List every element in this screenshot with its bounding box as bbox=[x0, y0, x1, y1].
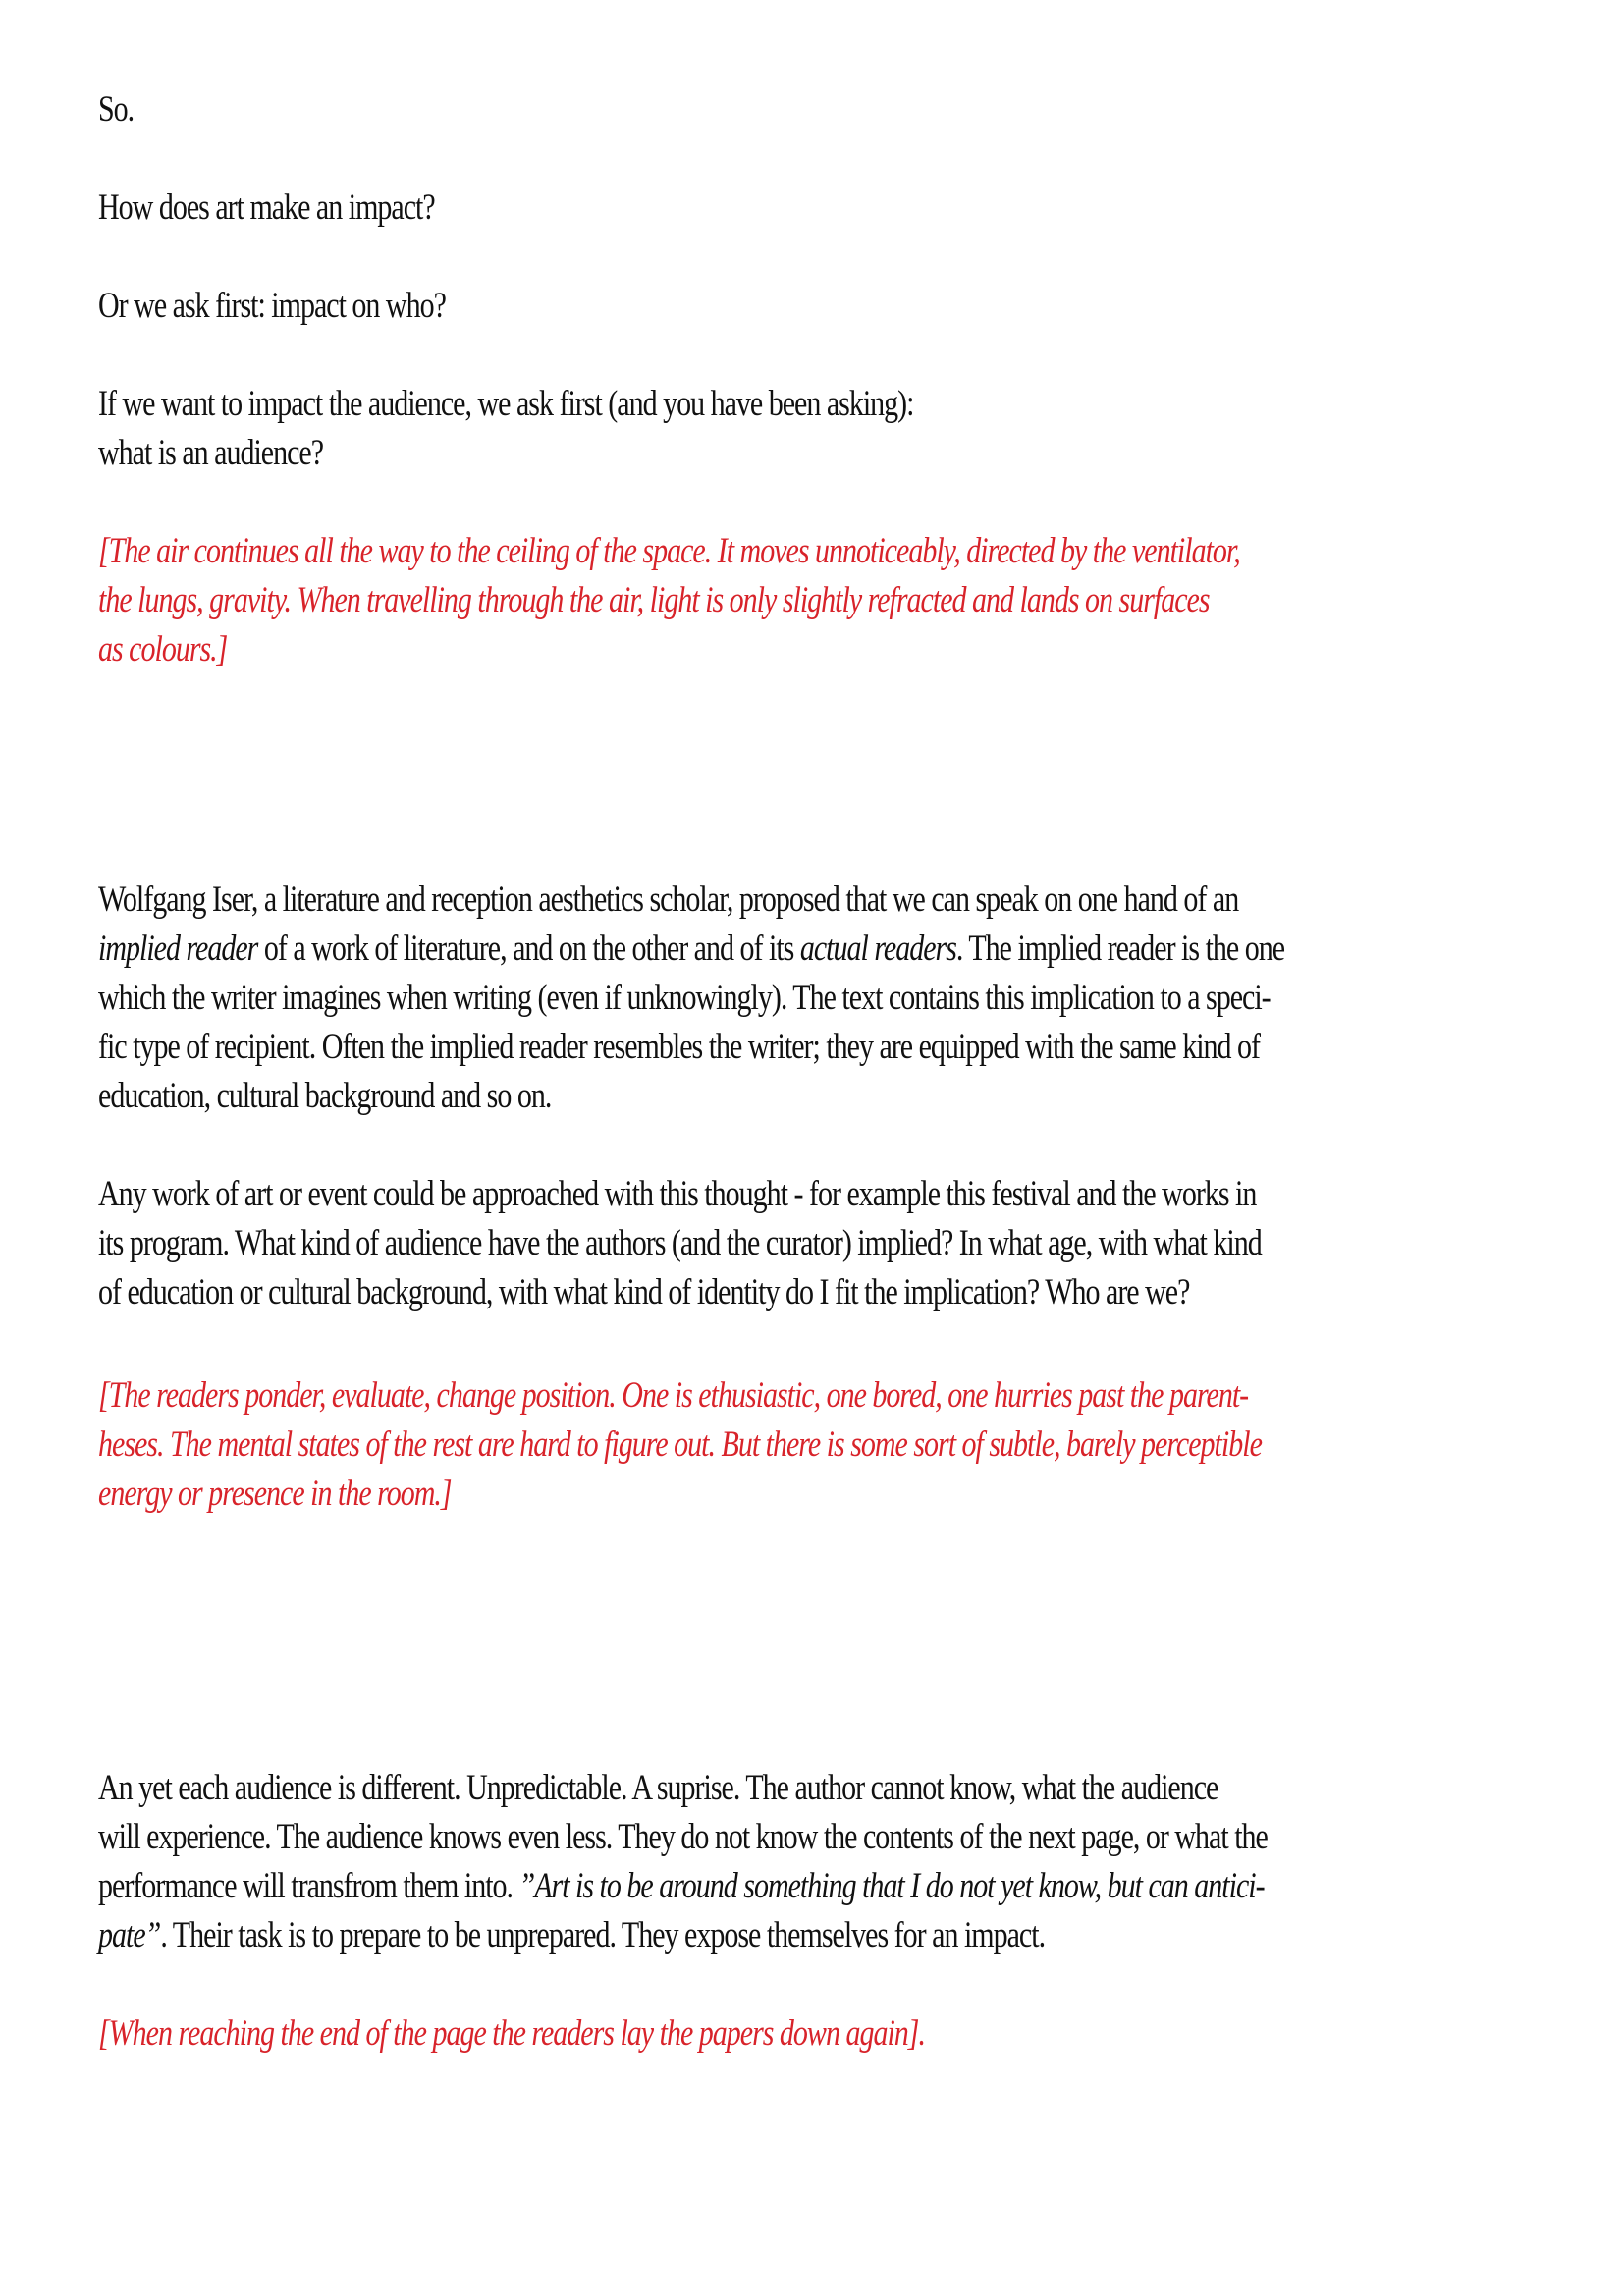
body-paragraph bbox=[98, 282, 1565, 331]
text-run: [The air continues all the way to the ceiling of the space. It moves unnoticeably, directed by the ventilator, bbox=[98, 531, 1240, 571]
text-line bbox=[98, 80, 1565, 140]
body-paragraph bbox=[98, 876, 1565, 1121]
stage-direction bbox=[98, 1371, 1565, 1519]
text-run: of a work of literature, and on the other and of its bbox=[257, 929, 800, 969]
text-run: which the writer imagines when writing (even if unknowingly). The text contains this implication to a speci- bbox=[98, 978, 1271, 1018]
stage-direction bbox=[98, 527, 1565, 674]
text-run: fic type of recipient. Often the implied reader resembles the writer; they are equipped with the same kind of bbox=[98, 1027, 1261, 1067]
text-run: [When reaching the end of the page the readers lay the papers down again]. bbox=[98, 2013, 925, 2054]
body-paragraph bbox=[98, 184, 1565, 233]
body-paragraph bbox=[98, 1764, 1565, 1960]
italic-text-run: ”Art is to be around something that I do not yet know, but can antici- bbox=[518, 1866, 1265, 1906]
text-run: . The implied reader is the one bbox=[955, 929, 1285, 969]
text-run: performance will transfrom them into. bbox=[98, 1866, 519, 1906]
text-run: as colours.] bbox=[98, 629, 228, 669]
body-paragraph bbox=[98, 1170, 1565, 1317]
text-run: heses. The mental states of the rest are hard to figure out. But there is some sort of subtle, barely perceptible bbox=[98, 1424, 1262, 1465]
italic-text-run: actual readers bbox=[799, 929, 956, 969]
text-run: How does art make an impact? bbox=[98, 187, 435, 228]
text-run: . Their task is to prepare to be unprepared. They expose themselves for an impact. bbox=[160, 1915, 1046, 1955]
text-line bbox=[98, 1465, 1565, 1524]
text-run: its program. What kind of audience have the authors (and the curator) implied? In what age, with what kind bbox=[98, 1223, 1262, 1263]
text-run: will experience. The audience knows even less. They do not know the contents of the next page, or what the bbox=[98, 1817, 1268, 1857]
text-line bbox=[98, 1263, 1565, 1323]
stage-direction bbox=[98, 2009, 1565, 2058]
text-line bbox=[98, 277, 1565, 337]
text-line bbox=[98, 1906, 1565, 1966]
text-line bbox=[98, 620, 1565, 680]
text-run: energy or presence in the room.] bbox=[98, 1473, 452, 1514]
italic-text-run: implied reader bbox=[98, 929, 258, 969]
text-run: So. bbox=[98, 89, 135, 130]
text-run: education, cultural background and so on. bbox=[98, 1076, 552, 1116]
italic-text-run: pate” bbox=[98, 1915, 161, 1955]
text-line bbox=[98, 424, 1565, 484]
text-run: An yet each audience is different. Unpredictable. A suprise. The author cannot know, what the audience bbox=[98, 1768, 1218, 1808]
text-run: the lungs, gravity. When travelling through the air, light is only slightly refracted and lands on surfaces bbox=[98, 580, 1210, 620]
text-run: of education or cultural background, with what kind of identity do I fit the implication? Who are we? bbox=[98, 1272, 1190, 1312]
text-run: what is an audience? bbox=[98, 433, 324, 473]
text-run: Wolfgang Iser, a literature and reception aesthetics scholar, proposed that we can speak on one hand of an bbox=[98, 880, 1239, 920]
text-run: Or we ask first: impact on who? bbox=[98, 286, 446, 326]
text-line bbox=[98, 179, 1565, 239]
text-line bbox=[98, 1067, 1565, 1127]
body-paragraph bbox=[98, 85, 1565, 134]
text-line bbox=[98, 2004, 1565, 2064]
body-paragraph bbox=[98, 380, 1565, 478]
text-run: Any work of art or event could be approached with this thought - for example this festival and the works in bbox=[98, 1174, 1257, 1214]
text-run: [The readers ponder, evaluate, change position. One is ethusiastic, one bored, one hurries past the parent- bbox=[98, 1375, 1249, 1415]
text-run: If we want to impact the audience, we ask first (and you have been asking): bbox=[98, 384, 914, 424]
